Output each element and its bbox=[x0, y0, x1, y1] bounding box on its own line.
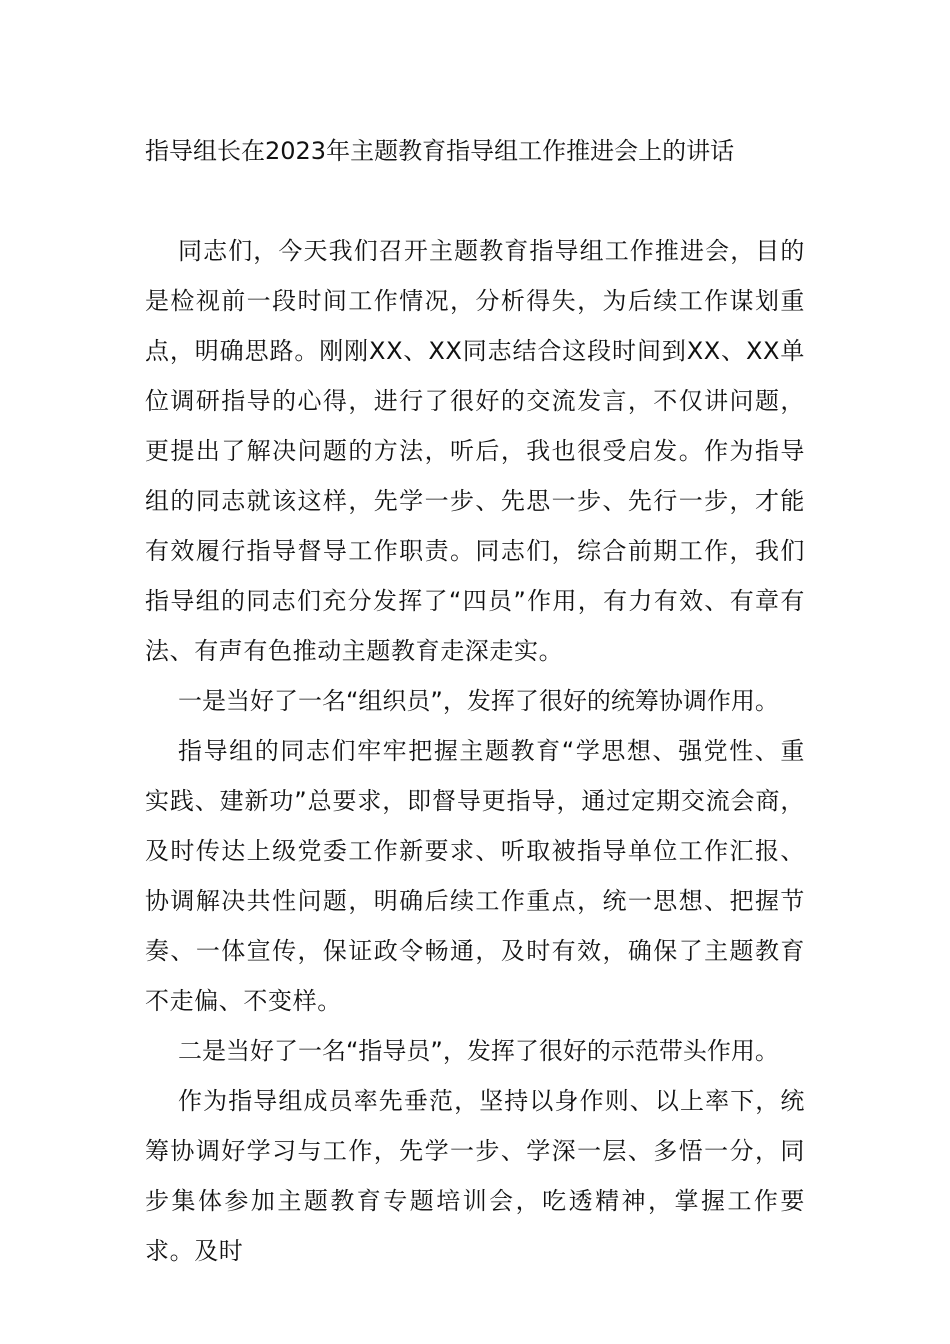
body-paragraph: 指导组的同志们牢牢把握主题教育“学思想、强党性、重实践、建新功”总要求，即督导更指导，通过定期交流会商，及时传达上级党委工作新要求、听取被指导单位工作汇报、协调解决共性问题，明确后续工作重点，统一思想、把握节奏、一体宣传，保证政令畅通，及时有效，确保了主题教育不走偏、不变样。 bbox=[145, 737, 805, 1015]
section-heading-organizer: 一是当好了一名“组织员”，发挥了很好的统筹协调作用。 bbox=[178, 687, 779, 715]
section-heading-instructor: 二是当好了一名“指导员”，发挥了很好的示范带头作用。 bbox=[178, 1037, 779, 1065]
body-paragraph: 同志们，今天我们召开主题教育指导组工作推进会，目的是检视前一段时间工作情况，分析得失，为后续工作谋划重点，明确思路。刚刚XX、XX同志结合这段时间到XX、XX单位调研指导的心得，进行了很好的交流发言，不仅讲问题，更提出了解决问题的方法，听后，我也很受启发。作为指导组的同志就该这样，先学一步、先思一步、先行一步，才能有效履行指导督导工作职责。同志们，综合前期工作，我们指导组的同志们充分发挥了“四员”作用，有力有效、有章有法、有声有色推动主题教育走深走实。 bbox=[145, 237, 805, 665]
document-body bbox=[145, 226, 805, 1276]
body-paragraph: 作为指导组成员率先垂范，坚持以身作则、以上率下，统筹协调好学习与工作，先学一步、学深一层、多悟一分，同步集体参加主题教育专题培训会，吃透精神，掌握工作要求。及时 bbox=[145, 1087, 805, 1265]
document-title: 指导组长在2023年主题教育指导组工作推进会上的讲话 bbox=[145, 137, 735, 165]
